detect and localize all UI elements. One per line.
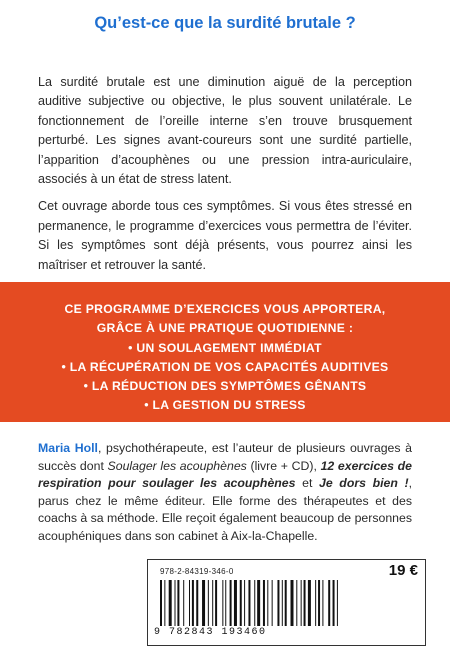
intro-paragraph-2: Cet ouvrage aborde tous ces symptômes. Si vous êtes stressé en permanence, le programme d’exercices vous permettra de l’éviter. Si les symptômes sont déjà présents, vous pourrez ainsi les maîtriser et retrouver la santé. [38, 199, 412, 272]
barcode-bar [189, 580, 190, 626]
benefits-heading-line-1: CE PROGRAMME D’EXERCICES VOUS APPORTERA, [64, 302, 386, 316]
barcode-bar [282, 580, 283, 626]
barcode-bar [212, 580, 213, 626]
barcode-bar [183, 580, 184, 626]
barcode-bar [318, 580, 320, 626]
barcode-bar [322, 580, 323, 626]
isbn-number: 978-2-84319-346-0 [160, 567, 234, 576]
barcode-bars [160, 580, 385, 626]
barcode-bar [222, 580, 223, 626]
benefit-item: • UN SOULAGEMENT IMMÉDIAT [128, 340, 322, 355]
barcode-bar [263, 580, 265, 626]
intro-text [38, 73, 412, 275]
barcode-bar [164, 580, 165, 626]
barcode-bar [285, 580, 287, 626]
intro-paragraph-1: La surdité brutale est une diminution aiguë de la perception auditive subjective ou objective, le plus souvent unilatérale. Le fonctionnement de l’oreille interne s’en trouve brusquement perturbé. Les signes avant-coureurs sont une surdité partielle, l’apparition d’acouphènes ou une pression intra-auriculaire, associés à un état de stress latent. [38, 75, 412, 187]
benefits-heading-line-2: GRÂCE À UNE PRATIQUE QUOTIDIENNE : [96, 321, 354, 336]
barcode-bar [175, 580, 176, 626]
barcode-bar [230, 580, 232, 626]
author-text: et [295, 476, 319, 491]
barcode-bar [234, 580, 237, 626]
barcode-bar [337, 580, 338, 626]
barcode-bar [277, 580, 279, 626]
barcode-bar [267, 580, 268, 626]
barcode-bar [177, 580, 179, 626]
barcode-bar [202, 580, 205, 626]
barcode-bar [208, 580, 209, 626]
barcode-bar [254, 580, 255, 626]
barcode-bar [248, 580, 250, 626]
benefits-list [0, 300, 450, 416]
barcode-bar [304, 580, 306, 626]
barcode-box [147, 559, 426, 646]
barcode-bar [301, 580, 302, 626]
author-text: (livre + CD), [246, 458, 321, 473]
barcode-bar [296, 580, 297, 626]
benefit-item: • LA RÉCUPÉRATION DE VOS CAPACITÉS AUDITIVES [61, 359, 389, 374]
price-label: 19 € [388, 562, 418, 579]
barcode-bar [291, 580, 294, 626]
barcode-bar [192, 580, 194, 626]
barcode-bar [160, 580, 162, 626]
barcode-bar [244, 580, 245, 626]
benefit-item: • LA GESTION DU STRESS [144, 398, 306, 413]
book-title: 12 exercices de respiration pour soulager les acouphènes [38, 458, 412, 491]
barcode-bar [328, 580, 330, 626]
barcode-bar [196, 580, 198, 626]
barcode-bar [257, 580, 260, 626]
author-bio [38, 440, 412, 546]
benefit-item: • LA RÉDUCTION DES SYMPTÔMES GÊNANTS [83, 379, 367, 394]
barcode-bar [272, 580, 273, 626]
book-title: Soulager les acouphènes [107, 458, 247, 473]
page-title: Qu’est-ce que la surdité brutale ? [94, 14, 356, 32]
author-text: , parus chez le même éditeur. Elle forme des thérapeutes et des coachs à sa méthode. Elle reçoit également beaucoup de personnes acouphéniques dans son cabinet à Aix-la-Chapelle. [38, 476, 412, 543]
barcode-bar [315, 580, 316, 626]
barcode-bar [225, 580, 226, 626]
barcode-bar [333, 580, 335, 626]
barcode-bar [169, 580, 172, 626]
ean-number: 9 782843 193460 [154, 627, 267, 638]
book-title: Je dors bien ! [319, 476, 409, 491]
barcode-bar [240, 580, 242, 626]
benefits-band [0, 282, 450, 422]
author-text: , psychothérapeute, est l’auteur de plusieurs ouvrages à succès dont [38, 441, 413, 473]
barcode-bar [215, 580, 217, 626]
barcode-bar [308, 580, 311, 626]
author-name: Maria Holl [38, 441, 98, 455]
